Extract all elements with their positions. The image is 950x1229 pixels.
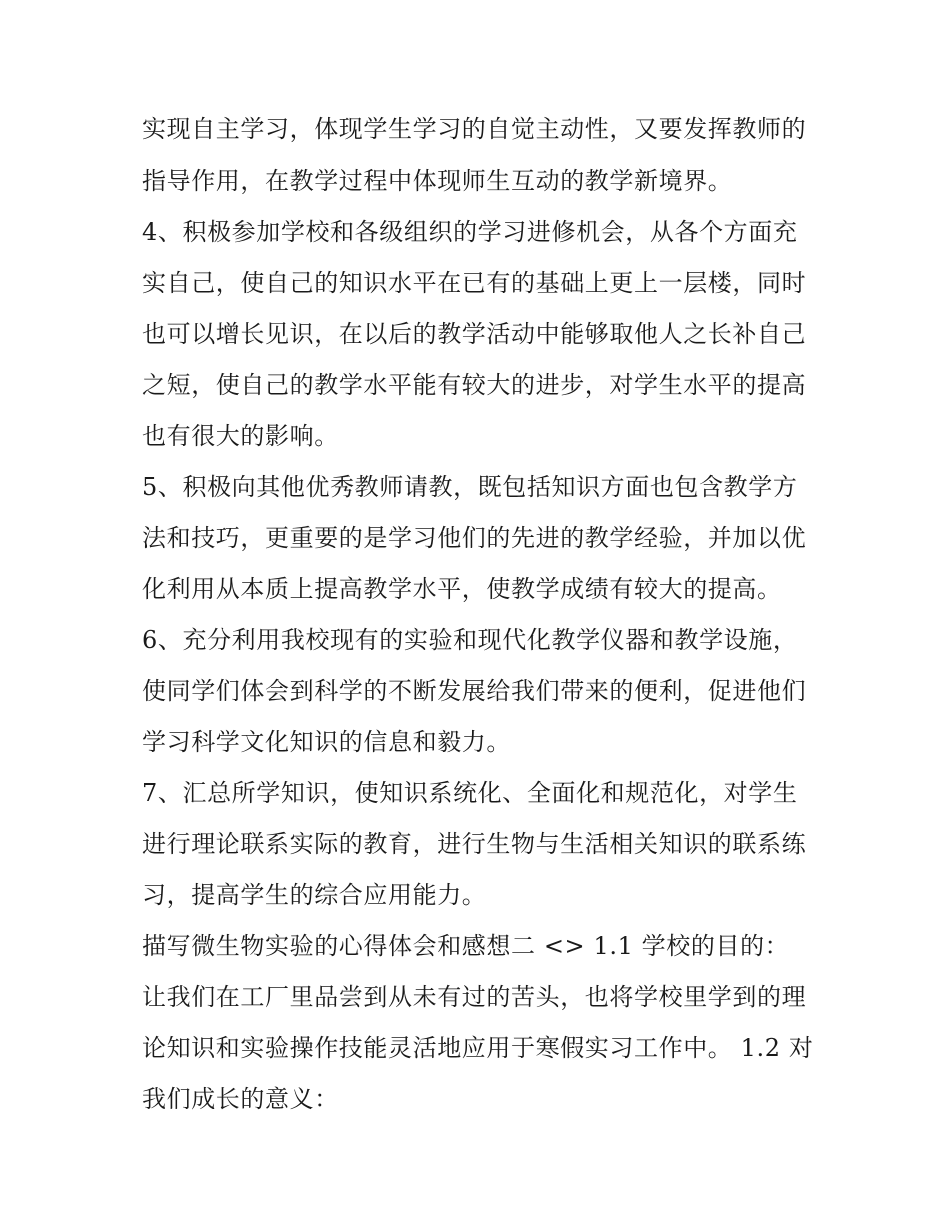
- text-line: 指导作用，在教学过程中体现师生互动的教学新境界。: [142, 167, 733, 195]
- text-line: 也有很大的影响。: [142, 422, 339, 450]
- text-line: 6、充分利用我校现有的实验和现代化教学仪器和教学设施，: [142, 626, 798, 654]
- text-line: 之短，使自己的教学水平能有较大的进步，对学生水平的提高: [142, 371, 807, 399]
- text-line: 进行理论联系实际的教育，进行生物与生活相关知识的联系练: [142, 830, 807, 858]
- text-line: 实自己，使自己的知识水平在已有的基础上更上一层楼，同时: [142, 269, 807, 297]
- text-line: 7、汇总所学知识，使知识系统化、全面化和规范化，对学生: [142, 779, 798, 807]
- text-line: 也可以增长见识，在以后的教学活动中能够取他人之长补自己: [142, 320, 807, 348]
- text-line: 5、积极向其他优秀教师请教，既包括知识方面也包含教学方: [142, 473, 798, 501]
- text-line: 论知识和实验操作技能灵活地应用于寒假实习工作中。 1.2 对: [142, 1034, 814, 1062]
- text-line: 法和技巧，更重要的是学习他们的先进的教学经验，并加以优: [142, 524, 807, 552]
- text-line: 我们成长的意义：: [142, 1085, 339, 1113]
- text-line: 实现自主学习，体现学生学习的自觉主动性，又要发挥教师的: [142, 115, 807, 143]
- text-line: 学习科学文化知识的信息和毅力。: [142, 728, 511, 756]
- text-line: 描写微生物实验的心得体会和感想二 <> 1.1 学校的目的：: [142, 932, 790, 960]
- text-line: 让我们在工厂里品尝到从未有过的苦头，也将学校里学到的理: [142, 983, 807, 1011]
- text-line: 使同学们体会到科学的不断发展给我们带来的便利，促进他们: [142, 677, 807, 705]
- text-line: 化利用从本质上提高教学水平，使教学成绩有较大的提高。: [142, 575, 782, 603]
- text-line: 4、积极参加学校和各级组织的学习进修机会，从各个方面充: [142, 218, 798, 246]
- text-line: 习，提高学生的综合应用能力。: [142, 881, 487, 909]
